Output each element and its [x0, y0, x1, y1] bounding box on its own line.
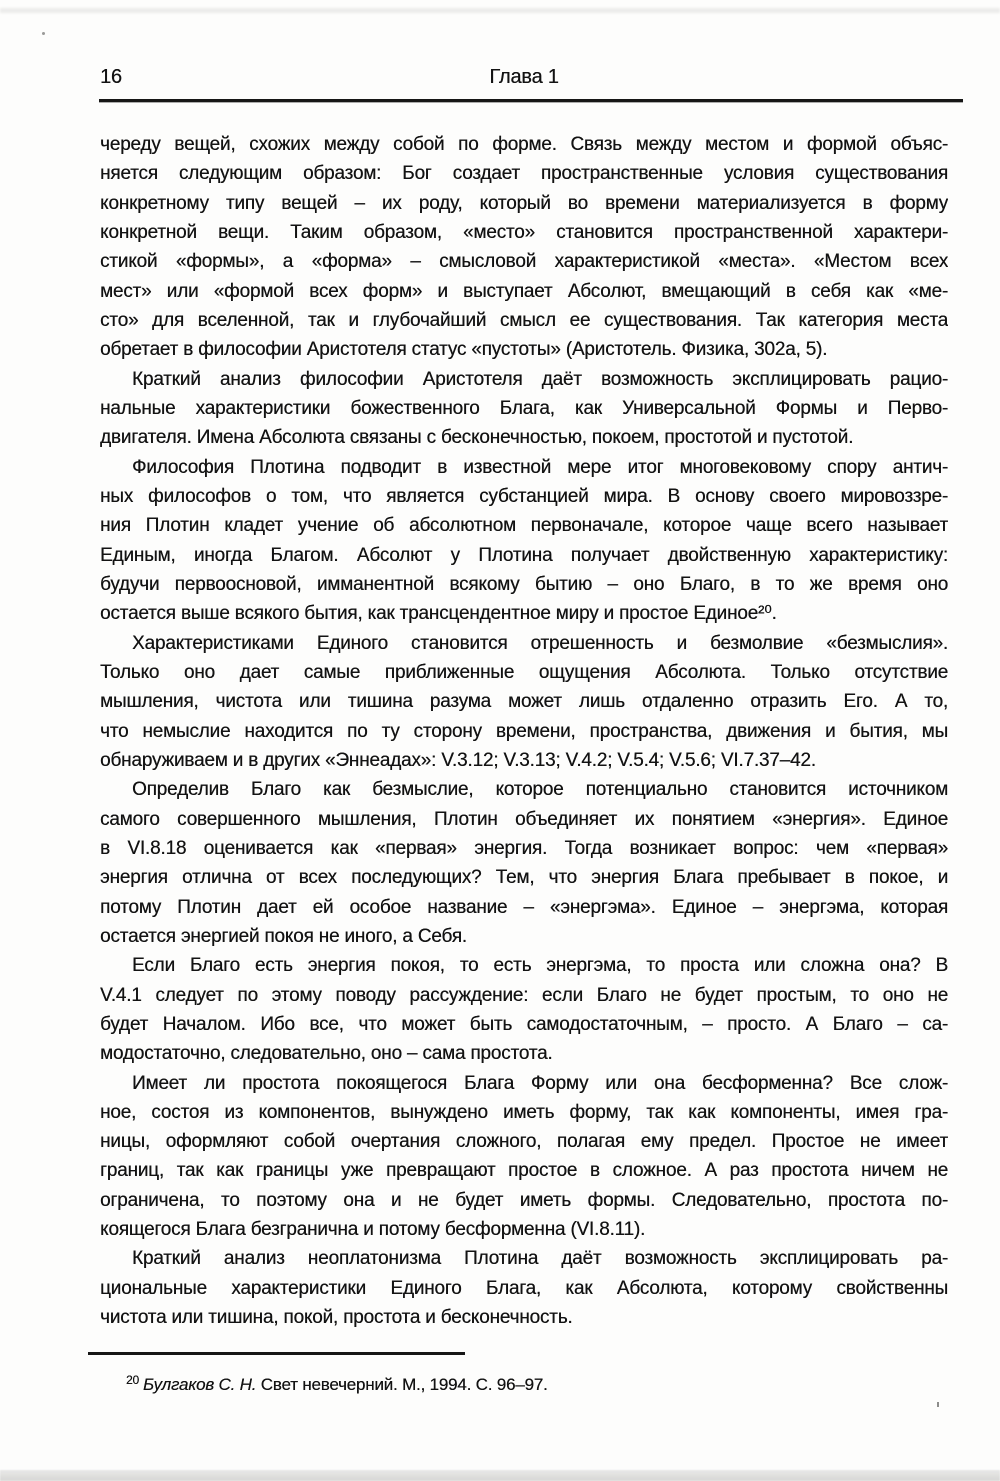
text-line: Единым, иногда Благом. Абсолют у Плотина получает двойственную характеристику:: [100, 544, 948, 566]
footnote-marker: 20: [126, 1373, 139, 1387]
text-line: ных философов о том, что является субстанцией мира. В основу своего мировоззре-: [100, 485, 948, 507]
text-line: Философия Плотина подводит в известной мере итог многовековому спору антич-: [132, 456, 948, 478]
text-line: чистота или тишина, покой, простота и бесконечность.: [100, 1307, 573, 1329]
text-line: Только оно дает самые приближенные ощущения Абсолюта. Только отсутствие: [100, 661, 948, 683]
text-line: Определив Благо как безмыслие, которое потенциально становится источником: [132, 779, 948, 801]
text-line: остается энергией покоя не иного, а Себя.: [100, 925, 467, 947]
text-line: самого совершенного мышления, Плотин объединяет их понятием «энергия». Единое: [100, 808, 948, 830]
text-line: границ, так как границы уже превращают простое в сложное. А раз простота ничем не: [100, 1160, 948, 1182]
text-line: ное, состоя из компонентов, вынуждено иметь форму, так как компоненты, имея гра-: [100, 1101, 948, 1123]
scan-speck: [42, 32, 45, 35]
text-line: Если Благо есть энергия покоя, то есть энергэма, то проста или сложна она? В: [132, 955, 948, 977]
text-line: обретает в философии Аристотеля статус «пустоты» (Аристотель. Физика, 302а, 5).: [100, 339, 828, 361]
text-line: Краткий анализ философии Аристотеля даёт возможность эксплицировать рацио-: [132, 368, 948, 390]
text-line: Краткий анализ неоплатонизма Плотина даёт возможность эксплицировать ра-: [132, 1248, 948, 1270]
text-line: будучи первоосновой, имманентной всякому бытию – оно Благо, в то же время оно: [100, 573, 948, 595]
text-line: будет Началом. Ибо все, что может быть самодостаточным, – просто. А Благо – са-: [100, 1013, 948, 1035]
text-line: потому Плотин дает ей особое название – «энергэма». Единое – энергэма, которая: [100, 896, 948, 918]
text-line: ницы, оформляют собой очертания сложного, полагая ему предел. Простое не имеет: [100, 1131, 948, 1153]
text-line: в VI.8.18 оценивается как «первая» энергия. Тогда возникает вопрос: чем «первая»: [100, 837, 948, 859]
scan-edge-artifact-bottom: [0, 1470, 1000, 1481]
text-line: стикой «формы», а «форма» – смысловой характеристикой «места». «Местом всех: [100, 251, 948, 273]
text-line: обнаруживаем и в других «Эннеадах»: V.3.12; V.3.13; V.4.2; V.5.4; V.5.6; VI.7.37–42.: [100, 749, 816, 771]
text-line: модостаточно, следовательно, оно – сама простота.: [100, 1043, 553, 1065]
text-line: двигателя. Имена Абсолюта связаны с бесконечностью, покоем, простотой и пустотой.: [100, 427, 854, 449]
header-divider-rule: [99, 99, 963, 102]
text-line: что немыслие находится по ту сторону времени, пространства, движения и бытия, мы: [100, 720, 948, 742]
footnote-author: Булгаков С. Н.: [142, 1375, 257, 1394]
text-line: Имеет ли простота покоящегося Блага Форму или она бесформенна? Все слож-: [132, 1072, 948, 1094]
text-line: остается выше всякого бытия, как трансцендентное миру и простое Единое²⁰.: [100, 603, 777, 625]
body-text: [100, 130, 948, 1332]
text-line: Характеристиками Единого становится отрешенность и безмолвие «безмыслия».: [132, 632, 948, 654]
text-line: ограничена, то поэтому она и не будет иметь формы. Следовательно, простота по-: [100, 1189, 948, 1211]
footnote-reference: Свет невечерний. М., 1994. С. 96–97.: [260, 1375, 548, 1394]
text-line: циональные характеристики Единого Блага, как Абсолюта, которому свойственны: [100, 1277, 948, 1299]
text-line: сто» для вселенной, так и глубочайший смысл ее существования. Так категория места: [100, 309, 948, 331]
text-line: V.4.1 следует по этому поводу рассуждение: если Благо не будет простым, то оно не: [100, 984, 948, 1006]
text-line: коящегося Блага безгранична и потому бесформенна (VI.8.11).: [100, 1219, 646, 1241]
page-header: [100, 66, 948, 94]
text-line: ния Плотин кладет учение об абсолютном первоначале, которое чаще всего называет: [100, 515, 948, 537]
text-line: нальные характеристики божественного Блага, как Универсальной Формы и Перво-: [100, 397, 948, 419]
chapter-title: Глава 1: [489, 66, 559, 88]
text-line: конкретной вещи. Таким образом, «место» становится пространственной характери-: [100, 221, 948, 243]
page-number: 16: [100, 66, 122, 88]
footnote-divider-rule: [88, 1352, 465, 1355]
scan-edge-artifact-top: [0, 8, 1000, 13]
text-line: няется следующим образом: Бог создает пространственные условия существования: [100, 163, 948, 185]
text-line: конкретному типу вещей – их роду, который во времени материализуется в форму: [100, 192, 948, 214]
text-line: мышления, чистота или тишина разума может лишь отдаленно отразить Его. А то,: [100, 691, 948, 713]
text-line: энергия отлична от всех последующих? Тем, что энергия Блага пребывает в покое, и: [100, 867, 948, 889]
footnote: [100, 1368, 948, 1397]
text-line: мест» или «формой всех форм» и выступает Абсолют, вмещающий в себя как «ме-: [100, 280, 948, 302]
scan-speck: [937, 1402, 939, 1407]
text-line: череду вещей, схожих между собой по форме. Связь между местом и формой объяс-: [100, 134, 948, 155]
